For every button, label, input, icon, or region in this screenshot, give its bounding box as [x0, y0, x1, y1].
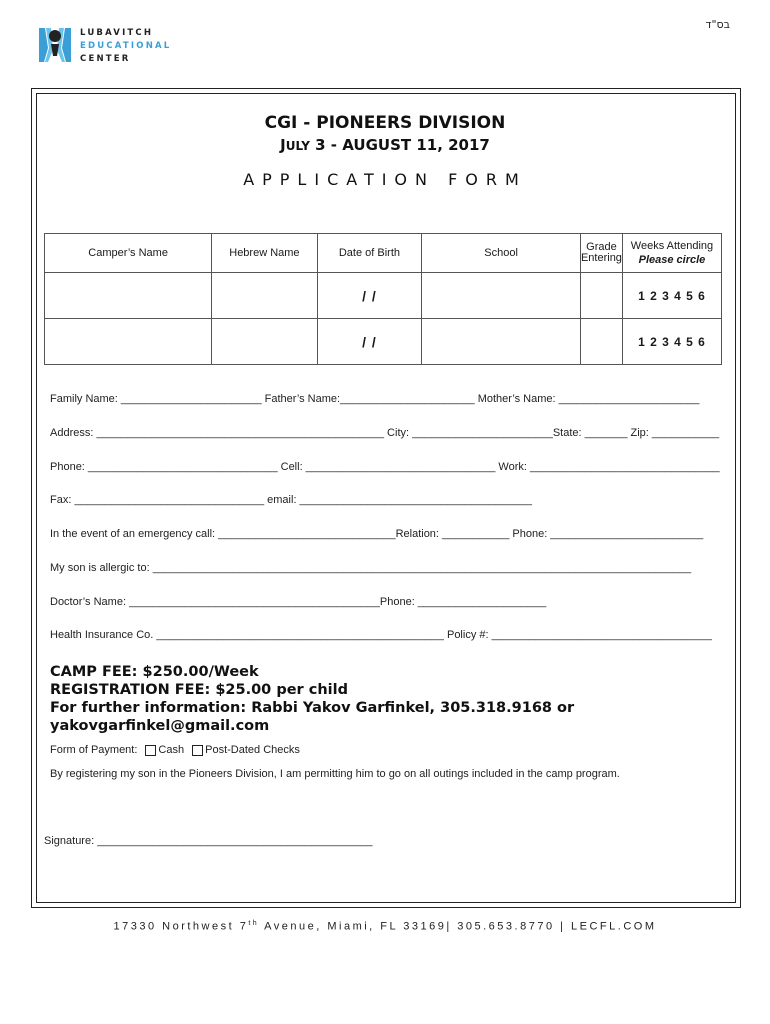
cash-checkbox[interactable]: [145, 745, 156, 756]
payment-label: Form of Payment:: [50, 744, 138, 756]
logo-emblem-icon: [36, 24, 74, 66]
footer-part2: Avenue, Miami, FL 33169| 305.653.8770 | LECFL.COM: [259, 920, 657, 933]
logo-line1: LUBAVITCH: [80, 28, 154, 38]
payment-row: [50, 744, 300, 756]
table-row: [45, 273, 722, 319]
lubavitch-logo: [36, 24, 186, 68]
footer-address: [0, 920, 770, 933]
bsd-mark: בס"ד: [705, 18, 730, 31]
header-grade-line1: Grade: [586, 241, 617, 253]
header-weeks-line1: Weeks Attending: [630, 240, 714, 252]
hebrew-name-cell[interactable]: [212, 319, 317, 365]
allergy-field[interactable]: My son is allergic to: ________________________________________________________________________________________: [50, 562, 692, 574]
camper-name-cell[interactable]: [45, 273, 212, 319]
dob-cell[interactable]: / /: [317, 273, 422, 319]
cash-label: Cash: [158, 744, 185, 756]
phone-field[interactable]: Phone: _______________________________ Cell: _______________________________ Work: _______________________________: [50, 461, 720, 473]
dates-rest: 3 - AUGUST 11, 2017: [309, 136, 490, 154]
table-header-row: [45, 234, 722, 273]
signature-field[interactable]: Signature: _____________________________________________: [44, 835, 373, 847]
checks-checkbox[interactable]: [192, 745, 203, 756]
fees-block: [50, 663, 770, 735]
logo-line2: EDUCATIONAL: [80, 41, 172, 51]
camper-name-cell[interactable]: [45, 319, 212, 365]
consent-statement: By registering my son in the Pioneers Division, I am permitting him to go on all outings included in the camp program.: [50, 768, 620, 780]
weeks-cell[interactable]: 1 2 3 4 5 6: [622, 319, 721, 365]
header-school: School: [422, 234, 581, 273]
campers-table: [44, 233, 722, 365]
form-heading: APPLICATION FORM: [243, 170, 527, 189]
doctor-field[interactable]: Doctor’s Name: _________________________________________Phone: _____________________: [50, 596, 547, 608]
insurance-field[interactable]: Health Insurance Co. _______________________________________________ Policy #: ____________________________________: [50, 629, 712, 641]
header-dob: Date of Birth: [317, 234, 422, 273]
logo-line3: CENTER: [80, 54, 131, 64]
grade-cell[interactable]: [580, 273, 622, 319]
logo-text: [80, 27, 171, 66]
header-grade-line2: Entering: [580, 252, 622, 264]
header-weeks-line2: Please circle: [638, 254, 706, 266]
dob-cell[interactable]: / /: [317, 319, 422, 365]
family-parents-field[interactable]: Family Name: _______________________ Father’s Name:______________________ Mother’s Name: _______________________: [50, 393, 700, 405]
dates-first: J: [280, 136, 286, 154]
registration-fee: REGISTRATION FEE: $25.00 per child: [50, 682, 348, 698]
header-weeks: [622, 234, 721, 273]
camp-fee: CAMP FEE: $250.00/Week: [50, 664, 259, 680]
fax-email-field[interactable]: Fax: _______________________________ email: ______________________________________: [50, 494, 533, 506]
hebrew-name-cell[interactable]: [212, 273, 317, 319]
school-cell[interactable]: [422, 273, 581, 319]
contact-info: For further information: Rabbi Yakov Garfinkel, 305.318.9168 or yakovgarfinkel@gmail.com: [50, 700, 575, 734]
footer-sup: th: [248, 920, 260, 927]
emergency-contact-field[interactable]: In the event of an emergency call: _____________________________Relation: ___________ Phone: _________________________: [50, 528, 704, 540]
header-grade: [580, 234, 622, 273]
footer-part1: 17330 Northwest 7: [113, 920, 249, 933]
camp-dates: [0, 136, 770, 154]
grade-cell[interactable]: [580, 319, 622, 365]
address-field[interactable]: Address: _______________________________________________ City: _______________________State: _______ Zip: ___________: [50, 427, 720, 439]
header-hebrew-name: Hebrew Name: [212, 234, 317, 273]
school-cell[interactable]: [422, 319, 581, 365]
division-title: CGI - PIONEERS DIVISION: [264, 113, 506, 133]
header-camper-name: Camper’s Name: [45, 234, 212, 273]
weeks-cell[interactable]: 1 2 3 4 5 6: [622, 273, 721, 319]
dates-small: ULY: [285, 139, 310, 153]
table-row: [45, 319, 722, 365]
checks-label: Post-Dated Checks: [205, 744, 300, 756]
